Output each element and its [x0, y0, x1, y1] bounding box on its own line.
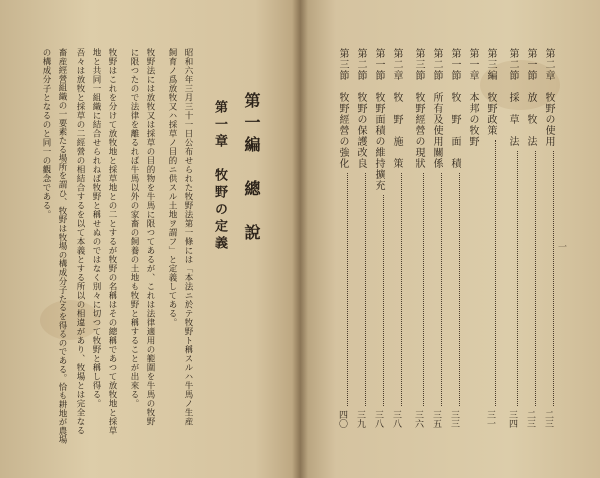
body-paragraph-line: 地と共同一組織に結合せられねば牧野と稱せぬのではなく別々に切つて牧野と稱し得る。	[91, 48, 101, 408]
toc-entry-title: 第三節 牧野經營の現狀	[413, 48, 424, 169]
toc-entry-title: 第二節 採 草 法	[507, 48, 518, 147]
toc-entry-title: 第一節 牧 野 面 積	[449, 48, 460, 169]
body-paragraph-line: 飼育ノ爲放牧又ハ採草ノ目的ニ供スル土地ヲ謂フ」と定義してある。	[167, 48, 177, 327]
toc-entry-page: 三三	[449, 410, 459, 428]
toc-entry	[390, 48, 402, 428]
toc-leader-dots	[535, 151, 536, 406]
body-paragraph-line: 牧野法には放牧又は採草の目的物を牛馬に限つてあるが、これは法律適用の範圍を牛馬の牧野	[145, 48, 155, 426]
toc-leader-dots	[495, 140, 496, 406]
toc-entry	[448, 48, 460, 428]
toc-entry-title: 第二節 所有及使用關係	[431, 48, 442, 169]
toc-entry-page: 三九	[355, 410, 365, 428]
toc-entry	[484, 48, 496, 428]
toc-entry-title: 第一節 放 牧 法	[525, 48, 536, 147]
toc-entry-page: 三八	[373, 410, 383, 428]
toc-entry	[524, 48, 536, 428]
toc-leader-dots	[365, 173, 366, 406]
toc-entry-page: 三五	[431, 410, 441, 428]
book-gutter	[292, 0, 308, 478]
toc-entry-title: 第三節 牧野經營の強化	[337, 48, 348, 169]
toc-entry	[466, 48, 478, 428]
toc-entry	[542, 48, 554, 428]
toc-leader-dots	[401, 173, 402, 406]
body-paragraph-line: 昭和六年三月三十一日公布せられた牧野法第一條には「本法ニ於テ牧野ト稱スルハ牛馬ノ生産	[183, 48, 193, 426]
toc-entry-page: 三八	[391, 410, 401, 428]
toc-entry	[412, 48, 424, 428]
toc-leader-dots	[517, 151, 518, 406]
toc-entry-title: 第一章 本邦の牧野	[467, 48, 478, 147]
toc-entry-title: 第一節 牧野面積の維持擴充	[373, 48, 384, 191]
toc-leader-dots	[383, 195, 384, 406]
toc-entry-title: 第二章 牧野の使用	[543, 48, 554, 147]
toc-entry	[372, 48, 384, 428]
body-paragraph-line: 畜産經營組織の一要素たる場所を謂ひ、牧野は牧場の構成分子たるを得るのである。恰も耕地が農場	[57, 48, 67, 444]
toc-leader-dots	[553, 151, 554, 406]
toc-entry	[430, 48, 442, 428]
toc-entry	[354, 48, 366, 428]
right-page	[300, 0, 600, 478]
toc-entry-page: 二三	[525, 410, 535, 428]
body-paragraph-line: 吾々は放牧と採草の二經營の相結合するを以て本義とする所以の相違があり、牧場とは完全なる	[75, 48, 85, 435]
toc-entry	[336, 48, 348, 428]
toc-entry-page: 三四	[507, 410, 517, 428]
chapter-title: 第一章 牧野の定義	[212, 100, 227, 253]
part-title: 第一編 總 說	[242, 92, 261, 246]
toc-entry	[506, 48, 518, 428]
toc-leader-dots	[441, 173, 442, 406]
toc-leader-dots	[423, 173, 424, 406]
body-paragraph-line: に限つたので法律を離るれば牛馬以外の家畜の飼養の土地も牧野と稱することが出來る。	[129, 48, 139, 408]
body-paragraph-line: の構成分子となるのと同一の觀念である。	[41, 48, 51, 219]
page-number: 一	[558, 243, 568, 253]
toc-entry-title: 第三編 牧野政策	[485, 48, 496, 136]
toc-entry-title: 第二章 牧 野 施 策	[391, 48, 402, 169]
toc-entry-page: 四〇	[337, 410, 347, 428]
toc-entry-page: 三六	[413, 410, 423, 428]
toc-leader-dots	[347, 173, 348, 406]
body-paragraph-line: 牧野はこれを分けて放牧地と採草地との二とするが牧野の名稱はその總稱であつて放牧地と採草	[107, 48, 117, 435]
toc-entry-title: 第二節 牧野の保護改良	[355, 48, 366, 169]
toc-entry-page: 三一	[485, 410, 495, 428]
toc-leader-dots	[459, 173, 460, 406]
toc-entry-page: 二三	[543, 410, 553, 428]
